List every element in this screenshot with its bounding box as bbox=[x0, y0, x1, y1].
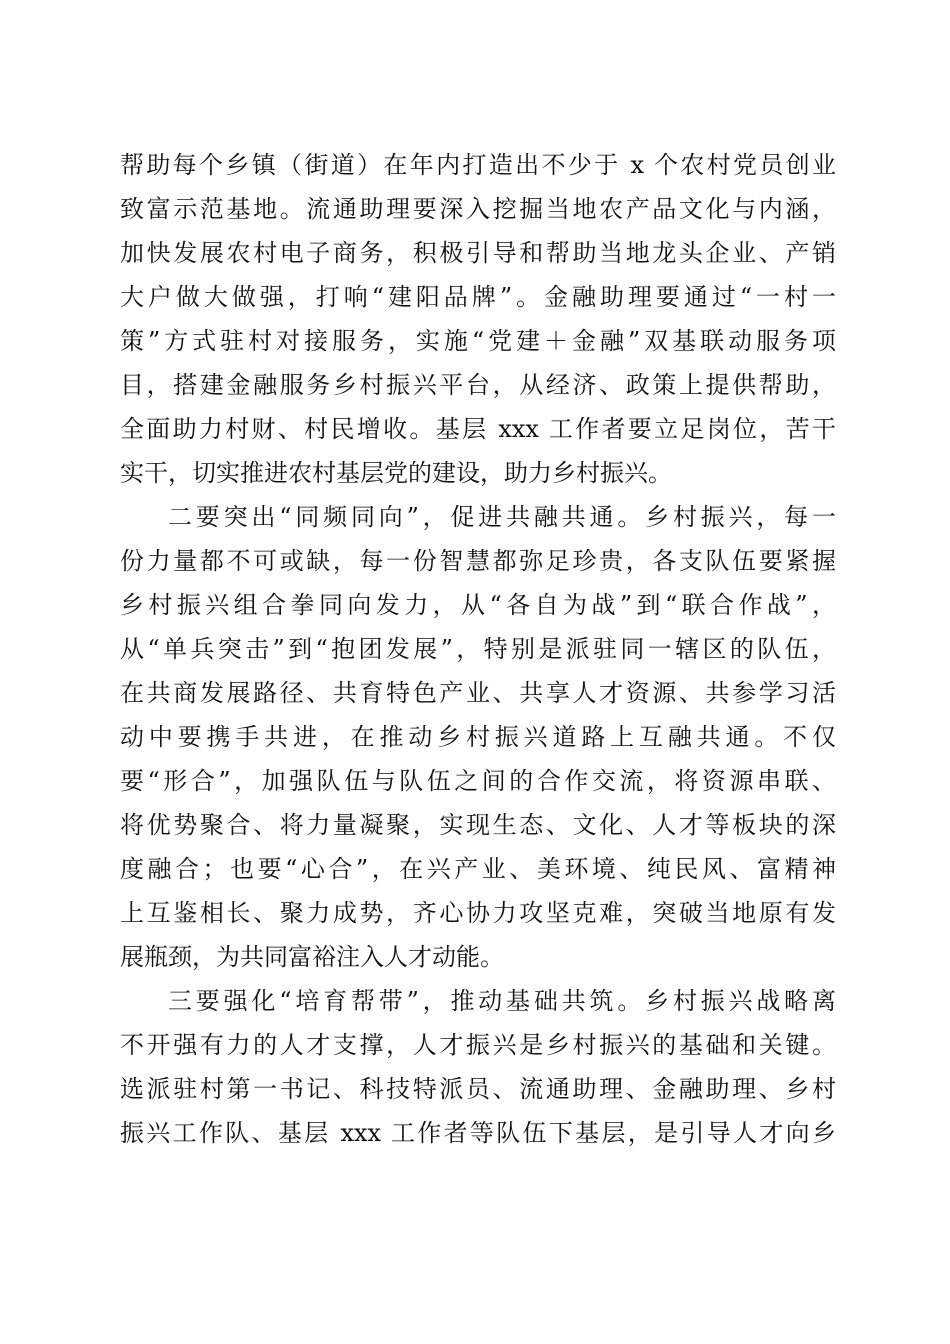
text-line: 选派驻村第一书记、科技特派员、流通助理、金融助理、乡村 bbox=[120, 1075, 836, 1103]
text-line: 全面助力村财、村民增收。基层 xxx 工作者要立足岗位，苦干 bbox=[120, 415, 836, 443]
text-line: 动中要携手共进，在推动乡村振兴道路上互融共通。不仅 bbox=[120, 723, 836, 751]
text-line: 目，搭建金融服务乡村振兴平台，从经济、政策上提供帮助， bbox=[120, 371, 836, 399]
text-line: 要“形合”，加强队伍与队伍之间的合作交流，将资源串联、 bbox=[120, 767, 836, 795]
document-page bbox=[120, 143, 836, 1155]
text-line: 二要突出“同频同向”，促进共融共通。乡村振兴，每一 bbox=[168, 503, 836, 531]
paragraph-3 bbox=[120, 979, 836, 1155]
paragraph-2 bbox=[120, 495, 836, 979]
paragraph-1 bbox=[120, 143, 836, 495]
text-line: 乡村振兴组合拳同向发力，从“各自为战”到“联合作战”， bbox=[120, 591, 836, 619]
text-line: 份力量都不可或缺，每一份智慧都弥足珍贵，各支队伍要紧握 bbox=[120, 547, 836, 575]
text-line: 帮助每个乡镇（街道）在年内打造出不少于 x 个农村党员创业 bbox=[120, 151, 836, 179]
text-line: 加快发展农村电子商务，积极引导和帮助当地龙头企业、产销 bbox=[120, 239, 836, 267]
text-line: 度融合；也要“心合”，在兴产业、美环境、纯民风、富精神 bbox=[120, 855, 836, 883]
text-line: 在共商发展路径、共育特色产业、共享人才资源、共参学习活 bbox=[120, 679, 836, 707]
text-line: 实干，切实推进农村基层党的建设，助力乡村振兴。 bbox=[120, 459, 672, 487]
text-line: 策”方式驻村对接服务，实施“党建＋金融”双基联动服务项 bbox=[120, 327, 836, 355]
text-line: 不开强有力的人才支撑，人才振兴是乡村振兴的基础和关键。 bbox=[120, 1031, 836, 1059]
text-line: 上互鉴相长、聚力成势，齐心协力攻坚克难，突破当地原有发 bbox=[120, 899, 836, 927]
text-line: 致富示范基地。流通助理要深入挖掘当地农产品文化与内涵， bbox=[120, 195, 836, 223]
text-line: 将优势聚合、将力量凝聚，实现生态、文化、人才等板块的深 bbox=[120, 811, 836, 839]
text-line: 振兴工作队、基层 xxx 工作者等队伍下基层，是引导人才向乡 bbox=[120, 1119, 836, 1147]
text-line: 大户做大做强，打响“建阳品牌”。金融助理要通过“一村一 bbox=[120, 283, 836, 311]
text-line: 展瓶颈，为共同富裕注入人才动能。 bbox=[120, 943, 504, 971]
text-line: 从“单兵突击”到“抱团发展”，特别是派驻同一辖区的队伍， bbox=[120, 635, 836, 663]
text-line: 三要强化“培育帮带”，推动基础共筑。乡村振兴战略离 bbox=[168, 987, 836, 1015]
